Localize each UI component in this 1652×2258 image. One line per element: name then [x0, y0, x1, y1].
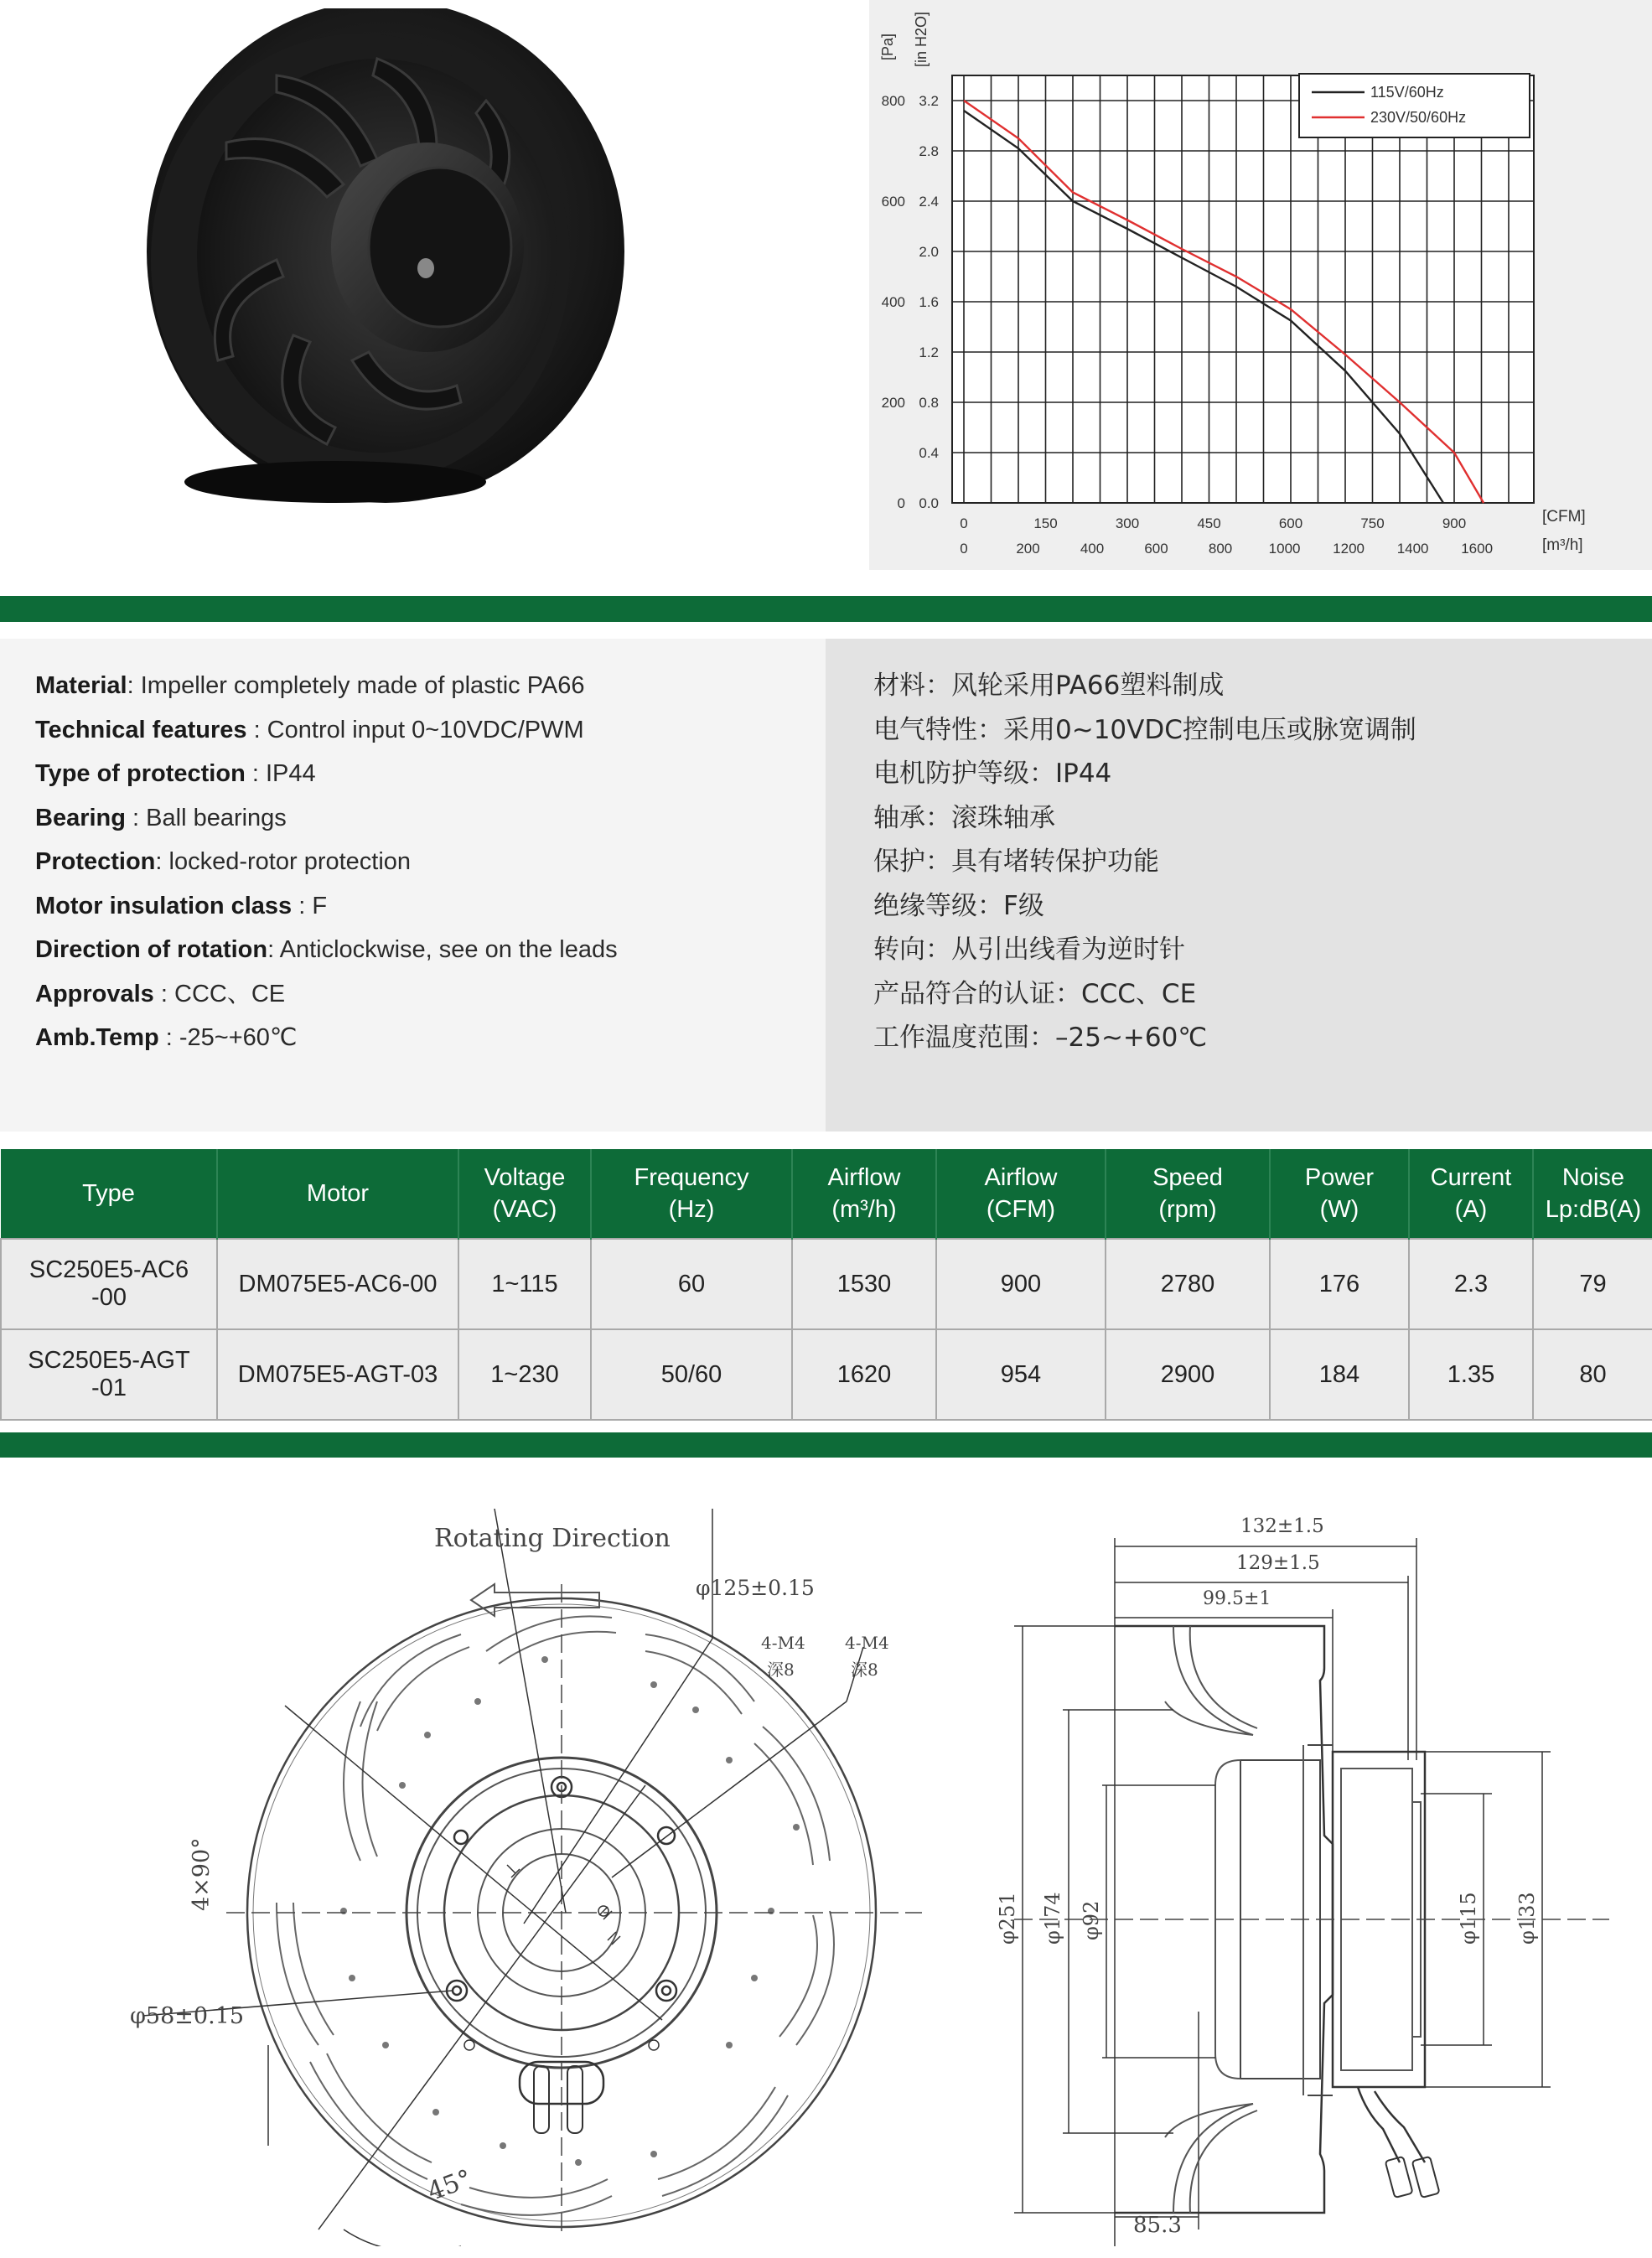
drawing-front-view	[109, 1509, 947, 2246]
dim-85-3: 85.3	[1133, 2213, 1182, 2238]
x-tick-cfm: 0	[960, 515, 968, 531]
x-tick-m3h: 400	[1080, 541, 1105, 557]
x-tick-m3h: 1600	[1461, 541, 1494, 557]
spec-panel-cn	[826, 639, 1652, 1132]
dim-45-deg: 45°	[423, 2163, 476, 2208]
rotating-direction-label: Rotating Direction	[434, 1524, 671, 1553]
cell-type: SC250E5-AC6 -00	[1, 1239, 217, 1329]
spec-technical-features: Technical features : Control input 0~10VDC/PWM	[35, 716, 584, 743]
cell-power: 184	[1270, 1329, 1409, 1420]
cell-airflow-m3h: 1620	[792, 1329, 936, 1420]
y-tick-pa: 200	[881, 395, 905, 411]
spec-amb-temp: Amb.Temp : -25~+60℃	[35, 1024, 298, 1051]
x-tick-cfm: 600	[1278, 515, 1303, 531]
cell-frequency: 60	[591, 1239, 792, 1329]
x-tick-m3h: 1200	[1333, 541, 1365, 557]
x-tick-m3h: 200	[1016, 541, 1040, 557]
y-tick-inh2o: 2.4	[919, 194, 939, 210]
spec-protection: Protection: locked-rotor protection	[35, 848, 412, 875]
x-tick-cfm: 150	[1033, 515, 1058, 531]
y-label-pa: [Pa]	[879, 33, 896, 60]
dim-129: 129±1.5	[1236, 1552, 1320, 1574]
header-power: Power (W)	[1270, 1149, 1409, 1239]
dim-99-5: 99.5±1	[1203, 1588, 1271, 1609]
dim-phi-251: φ251	[996, 1892, 1019, 1945]
spec-panel-en	[0, 639, 826, 1132]
x-tick-cfm: 300	[1115, 515, 1140, 531]
product-photo	[126, 8, 629, 528]
cell-speed: 2780	[1106, 1239, 1270, 1329]
spec-material: Material: Impeller completely made of plastic PA66	[35, 672, 585, 699]
spec-list-en	[35, 664, 618, 1060]
header-airflow-m3h: Airflow (m³/h)	[792, 1149, 936, 1239]
y-tick-inh2o: 1.6	[919, 294, 939, 310]
cell-airflow-m3h: 1530	[792, 1239, 936, 1329]
header-voltage: Voltage (VAC)	[458, 1149, 591, 1239]
y-tick-inh2o: 0.8	[919, 395, 939, 411]
header-frequency: Frequency (Hz)	[591, 1149, 792, 1239]
x-tick-m3h: 0	[960, 541, 968, 557]
side-view-svg	[964, 1509, 1634, 2246]
header-speed: Speed (rpm)	[1106, 1149, 1270, 1239]
x-label-cfm: [CFM]	[1542, 508, 1586, 526]
spec-cn-item: 保护：具有堵转保护功能	[873, 847, 1159, 877]
performance-chart	[855, 0, 1652, 578]
spec-cn-item: 绝缘等级：F级	[873, 890, 1044, 921]
table-row	[1, 1329, 1652, 1420]
legend-label-0: 115V/60Hz	[1370, 84, 1444, 101]
table-header-row	[1, 1149, 1652, 1239]
table-row	[1, 1239, 1652, 1329]
y-tick-inh2o: 1.2	[919, 344, 939, 360]
cell-type: SC250E5-AGT -01	[1, 1329, 217, 1420]
model-spec-table	[0, 1149, 1652, 1421]
fan-impeller-image	[126, 8, 629, 528]
spec-list-cn	[873, 664, 1416, 1060]
cell-current: 2.3	[1409, 1239, 1533, 1329]
dim-4x90: 4×90°	[189, 1837, 215, 1911]
y-tick-pa: 0	[897, 495, 905, 511]
spec-insulation-class: Motor insulation class : F	[35, 892, 328, 919]
header-current: Current (A)	[1409, 1149, 1533, 1239]
spec-bearing: Bearing : Ball bearings	[35, 804, 287, 831]
performance-chart-svg	[855, 0, 1652, 578]
cell-airflow-cfm: 954	[936, 1329, 1106, 1420]
x-tick-cfm: 900	[1442, 515, 1467, 531]
spec-cn-item: 转向：从引出线看为逆时针	[873, 935, 1185, 965]
y-tick-pa: 600	[881, 194, 905, 210]
header-noise: Noise Lp:dB(A)	[1533, 1149, 1652, 1239]
drawing-side-view	[964, 1509, 1634, 2246]
y-label-inh2o: [in H2O]	[913, 11, 930, 67]
y-tick-inh2o: 2.8	[919, 143, 939, 159]
x-tick-m3h: 1000	[1268, 541, 1301, 557]
spec-approvals: Approvals : CCC、CE	[35, 980, 286, 1007]
x-tick-cfm: 750	[1360, 515, 1385, 531]
dim-132: 132±1.5	[1240, 1515, 1324, 1537]
cell-airflow-cfm: 900	[936, 1239, 1106, 1329]
spec-cn-item: 材料：风轮采用PA66塑料制成	[873, 671, 1225, 701]
header-motor: Motor	[217, 1149, 458, 1239]
cell-voltage: 1~115	[458, 1239, 591, 1329]
spec-rotation: Direction of rotation: Anticlockwise, see on the leads	[35, 936, 618, 963]
y-tick-inh2o: 2.0	[919, 244, 939, 260]
dim-phi-174: φ174	[1041, 1892, 1064, 1945]
dim-phi-58: φ58±0.15	[130, 2003, 245, 2029]
y-tick-inh2o: 0.4	[919, 445, 939, 461]
front-view-svg	[109, 1509, 947, 2246]
dim-phi-133: φ133	[1515, 1892, 1539, 1945]
spec-cn-item: 轴承：滚珠轴承	[873, 802, 1055, 833]
dim-4-m4-b: 4-M4	[845, 1633, 889, 1653]
dim-depth-b: 深8	[851, 1660, 878, 1680]
y-tick-pa: 800	[881, 93, 905, 109]
cell-speed: 2900	[1106, 1329, 1270, 1420]
y-tick-inh2o: 3.2	[919, 93, 939, 109]
x-tick-cfm: 450	[1197, 515, 1221, 531]
cell-noise: 80	[1533, 1329, 1652, 1420]
divider-band-top	[0, 596, 1652, 622]
x-tick-m3h: 1400	[1396, 541, 1429, 557]
legend-label-1: 230V/50/60Hz	[1370, 109, 1467, 126]
dim-phi-92: φ92	[1080, 1900, 1103, 1940]
spec-cn-item: 产品符合的认证：CCC、CE	[873, 978, 1197, 1009]
x-label-m3h: [m³/h]	[1542, 536, 1583, 554]
spec-cn-item: 工作温度范围：–25~+60℃	[873, 1023, 1208, 1053]
spec-cn-item: 电气特性：采用0~10VDC控制电压或脉宽调制	[873, 714, 1416, 745]
cell-current: 1.35	[1409, 1329, 1533, 1420]
y-tick-pa: 400	[881, 294, 905, 310]
cell-noise: 79	[1533, 1239, 1652, 1329]
cell-motor: DM075E5-AC6-00	[217, 1239, 458, 1329]
dim-phi-115: φ115	[1457, 1892, 1480, 1945]
spec-type-of-protection: Type of protection : IP44	[35, 760, 316, 787]
dim-4-m4-a: 4-M4	[761, 1633, 805, 1653]
header-type: Type	[1, 1149, 217, 1239]
y-tick-inh2o: 0.0	[919, 495, 939, 511]
x-tick-m3h: 800	[1208, 541, 1233, 557]
dim-depth-a: 深8	[767, 1660, 795, 1680]
dim-phi-125: φ125±0.15	[696, 1576, 815, 1600]
cell-frequency: 50/60	[591, 1329, 792, 1420]
x-tick-m3h: 600	[1144, 541, 1168, 557]
cell-power: 176	[1270, 1239, 1409, 1329]
plot-area	[952, 75, 1534, 503]
cell-voltage: 1~230	[458, 1329, 591, 1420]
header-airflow-cfm: Airflow (CFM)	[936, 1149, 1106, 1239]
divider-band-bottom	[0, 1432, 1652, 1458]
cell-motor: DM075E5-AGT-03	[217, 1329, 458, 1420]
spec-cn-item: 电机防护等级：IP44	[873, 759, 1112, 789]
